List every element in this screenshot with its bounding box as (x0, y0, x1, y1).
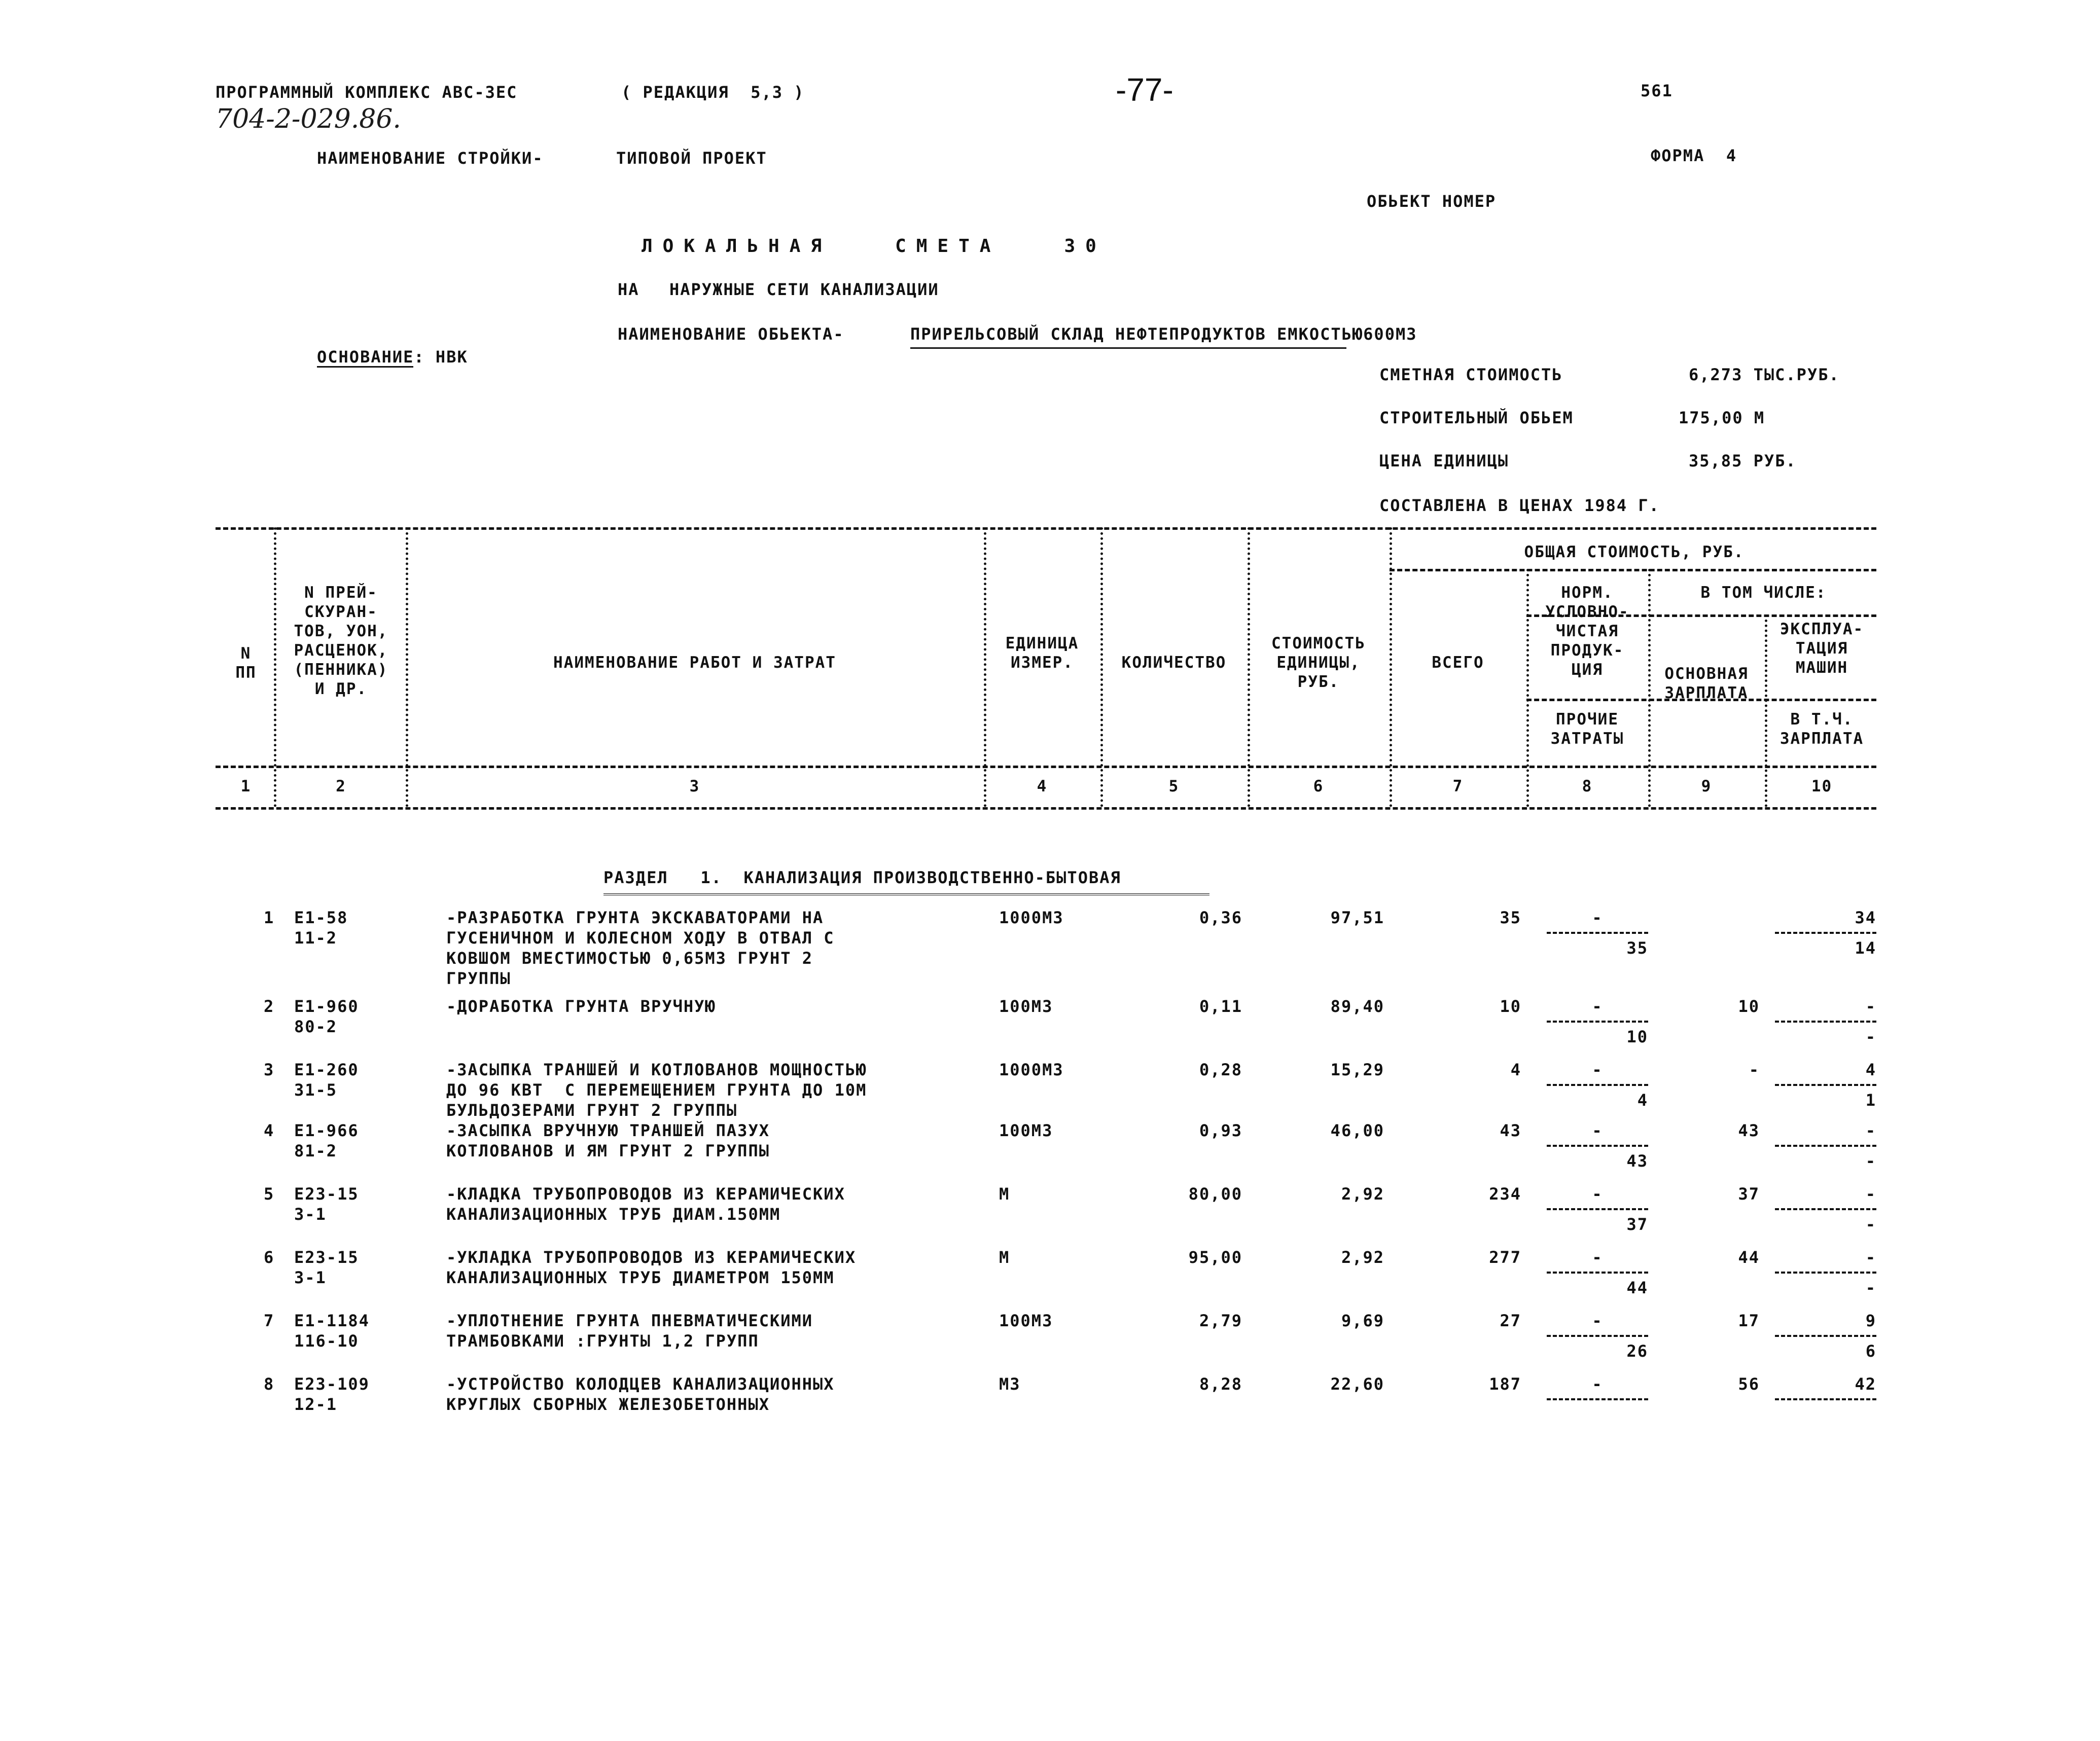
row-sum-line (1547, 1335, 1648, 1337)
program-name: ПРОГРАММНЫЙ КОМПЛЕКС АВС-ЗЕС (216, 83, 518, 102)
row-qty: 95,00 (1188, 1248, 1242, 1267)
row-sum-line (1547, 1021, 1648, 1023)
row-qty: 2,79 (1199, 1311, 1242, 1330)
prices-year-label: СОСТАВЛЕНА В ЦЕНАХ 1984 Г. (1379, 496, 1660, 515)
row-number: 7 (264, 1311, 275, 1330)
row-name: -ДОРАБОТКА ГРУНТА ВРУЧНУЮ (446, 997, 716, 1016)
row-c10: - (1865, 997, 1876, 1016)
row-name: -ЗАСЫПКА ВРУЧНУЮ ТРАНШЕЙ ПАЗУХ КОТЛОВАНОВ И ЯМ ГРУНТ 2 ГРУППЫ (446, 1121, 770, 1160)
col-num-9: 9 (1701, 777, 1712, 795)
row-c10: 9 (1865, 1311, 1876, 1330)
row-sum-line (1547, 1084, 1648, 1086)
row-unit: М (999, 1248, 1010, 1267)
row-c8b: 37 (1626, 1215, 1648, 1234)
row-c8b: 43 (1626, 1151, 1648, 1171)
row-c10b: - (1865, 1151, 1876, 1171)
row-price: 22,60 (1330, 1374, 1384, 1394)
vline-1 (274, 527, 276, 807)
row-total: 234 (1489, 1184, 1521, 1204)
object-number-label: ОБЬЕКТ НОМЕР (1367, 192, 1497, 211)
row-c8: - (1592, 1060, 1603, 1079)
section-title: РАЗДЕЛ 1. КАНАЛИЗАЦИЯ ПРОИЗВОДСТВЕННО-БЫТОВАЯ (603, 868, 1121, 887)
row-c9: 37 (1738, 1184, 1760, 1204)
construction-value: ТИПОВОЙ ПРОЕКТ (616, 149, 767, 168)
row-code: Е23-15 3-1 (294, 1184, 359, 1224)
row-total: 10 (1500, 997, 1521, 1016)
estimated-cost-value: 6,273 ТЫС.РУБ. (1689, 365, 1840, 384)
row-c10b: 6 (1865, 1341, 1876, 1361)
header-col-6: СТОИМОСТЬ ЕДИНИЦЫ, РУБ. (1271, 634, 1366, 691)
header-col-8b: ПРОЧИЕ ЗАТРАТЫ (1550, 710, 1624, 748)
row-total: 277 (1489, 1248, 1521, 1267)
row-c8b: 4 (1637, 1091, 1648, 1110)
row-unit: 100М3 (999, 1121, 1053, 1140)
row-total: 4 (1510, 1060, 1521, 1079)
table-top-rule (216, 527, 1876, 530)
row-c8: - (1592, 997, 1603, 1016)
header-col-5: КОЛИЧЕСТВО (1121, 654, 1227, 672)
row-c8: - (1592, 1248, 1603, 1267)
row-c9: - (1749, 1060, 1760, 1079)
row-total: 187 (1489, 1374, 1521, 1394)
table-mid-rule (216, 766, 1876, 768)
row-c8: - (1592, 1121, 1603, 1140)
row-c8: - (1592, 1184, 1603, 1204)
object-underline (910, 347, 1346, 349)
row-total: 27 (1500, 1311, 1521, 1330)
row-price: 97,51 (1330, 908, 1384, 927)
header-col-3: НАИМЕНОВАНИЕ РАБОТ И ЗАТРАТ (553, 654, 836, 672)
col-num-3: 3 (689, 777, 700, 795)
row-unit: 100М3 (999, 997, 1053, 1016)
row-c8b: 44 (1626, 1278, 1648, 1297)
row-number: 6 (264, 1248, 275, 1267)
row-name: -РАЗРАБОТКА ГРУНТА ЭКСКАВАТОРАМИ НА ГУСЕНИЧНОМ И КОЛЕСНОМ ХОДУ В ОТВАЛ С КОВШОМ ВМЕСТИМОСТЬЮ 0,65М3 ГРУНТ 2 ГРУППЫ (446, 908, 835, 988)
header-col-8: НОРМ. УСЛОВНО- ЧИСТАЯ ПРОДУК- ЦИЯ (1545, 584, 1629, 679)
col-num-1: 1 (240, 777, 252, 795)
row-name: -ЗАСЫПКА ТРАНШЕЙ И КОТЛОВАНОВ МОЩНОСТЬЮ ДО 96 КВТ С ПЕРЕМЕЩЕНИЕМ ГРУНТА ДО 10М БУЛЬДОЗЕРАМИ ГРУНТ 2 ГРУППЫ (446, 1060, 867, 1120)
col-num-5: 5 (1168, 777, 1180, 795)
col-num-6: 6 (1313, 777, 1324, 795)
row-name: -УКЛАДКА ТРУБОПРОВОДОВ ИЗ КЕРАМИЧЕСКИХ КАНАЛИЗАЦИОННЫХ ТРУБ ДИАМЕТРОМ 150ММ (446, 1248, 857, 1287)
row-unit: М3 (999, 1374, 1021, 1394)
row-c8b: 10 (1626, 1027, 1648, 1046)
row-sum-line (1547, 1398, 1648, 1400)
row-price: 15,29 (1330, 1060, 1384, 1079)
row-c10b: - (1865, 1027, 1876, 1046)
col-num-4: 4 (1037, 777, 1048, 795)
row-c10: 4 (1865, 1060, 1876, 1079)
row-price: 2,92 (1341, 1248, 1384, 1267)
table-num-rule (216, 807, 1876, 810)
row-c10b: 1 (1865, 1091, 1876, 1110)
section-underline (603, 893, 1209, 897)
row-c10b: 14 (1855, 938, 1876, 958)
row-sum-line (1547, 932, 1648, 934)
row-unit: 1000М3 (999, 908, 1064, 927)
row-number: 2 (264, 997, 275, 1016)
row-c9: 43 (1738, 1121, 1760, 1140)
col-num-7: 7 (1452, 777, 1464, 795)
row-name: -УСТРОЙСТВО КОЛОДЦЕВ КАНАЛИЗАЦИОННЫХ КРУГЛЫХ СБОРНЫХ ЖЕЛЕЗОБЕТОННЫХ (446, 1374, 835, 1414)
estimated-cost-label: СМЕТНАЯ СТОИМОСТЬ (1379, 365, 1563, 384)
basis: ОСНОВАНИЕ: НВК (317, 347, 468, 367)
col-num-8: 8 (1582, 777, 1593, 795)
header-col-4: ЕДИНИЦА ИЗМЕР. (1005, 634, 1079, 672)
sheet-code: 561 (1641, 81, 1673, 100)
row-unit: 100М3 (999, 1311, 1053, 1330)
row-c10: 42 (1855, 1374, 1876, 1394)
row-price: 89,40 (1330, 997, 1384, 1016)
handwritten-code: 704-2-029.86. (216, 104, 401, 134)
header-total-group: ОБЩАЯ СТОИМОСТЬ, РУБ. (1524, 543, 1745, 561)
row-c10b: - (1865, 1278, 1876, 1297)
row-c9: 17 (1738, 1311, 1760, 1330)
row-unit: М (999, 1184, 1010, 1204)
row-sum-line (1547, 1208, 1648, 1210)
row-c10b: - (1865, 1215, 1876, 1234)
row-c8: - (1592, 908, 1603, 927)
row-sum-line (1547, 1272, 1648, 1274)
construction-label: НАИМЕНОВАНИЕ СТРОЙКИ- (317, 149, 544, 168)
row-c10: - (1865, 1248, 1876, 1267)
row-unit: 1000М3 (999, 1060, 1064, 1079)
header-col-10b: В Т.Ч. ЗАРПЛАТА (1779, 710, 1864, 748)
row-code: Е23-15 3-1 (294, 1248, 359, 1287)
row-qty: 0,28 (1199, 1060, 1242, 1079)
row-c8: - (1592, 1311, 1603, 1330)
basis-underline (317, 366, 413, 368)
row-sum-line (1775, 932, 1876, 934)
row-c9: 44 (1738, 1248, 1760, 1267)
subject-prefix: НА (618, 280, 639, 299)
row-qty: 0,11 (1199, 997, 1242, 1016)
row-sum-line (1775, 1084, 1876, 1086)
volume-label: СТРОИТЕЛЬНЫЙ ОБЬЕМ (1379, 408, 1574, 427)
header-col-1: N ПП (235, 644, 257, 682)
row-c9: 10 (1738, 997, 1760, 1016)
row-sum-line (1775, 1145, 1876, 1147)
header-col-10: ЭКСПЛУА- ТАЦИЯ МАШИН (1779, 620, 1864, 677)
object-label: НАИМЕНОВАНИЕ ОБЬЕКТА- (618, 324, 844, 344)
header-col-7: ВСЕГО (1432, 654, 1484, 672)
vline-2 (406, 527, 408, 807)
row-qty: 0,93 (1199, 1121, 1242, 1140)
row-sum-line (1775, 1021, 1876, 1023)
row-sum-line (1775, 1272, 1876, 1274)
row-number: 1 (264, 908, 275, 927)
header-col-2: N ПРЕЙ- СКУРАН- ТОВ, УОН, РАСЦЕНОК, (ПЕННИКА) И ДР. (294, 584, 388, 698)
row-name: -УПЛОТНЕНИЕ ГРУНТА ПНЕВМАТИЧЕСКИМИ ТРАМБОВКАМИ :ГРУНТЫ 1,2 ГРУПП (446, 1311, 813, 1351)
row-price: 46,00 (1330, 1121, 1384, 1140)
row-code: Е1-58 11-2 (294, 908, 348, 948)
col-num-2: 2 (336, 777, 346, 795)
row-code: Е23-109 12-1 (294, 1374, 370, 1414)
row-number: 5 (264, 1184, 275, 1204)
volume-value: 175,00 М (1679, 408, 1765, 427)
row-sum-line (1547, 1145, 1648, 1147)
estimate-title: ЛОКАЛЬНАЯ СМЕТА 30 (642, 236, 1107, 257)
row-c9: 56 (1738, 1374, 1760, 1394)
row-sum-line (1775, 1398, 1876, 1400)
row-c10: 34 (1855, 908, 1876, 927)
row-c8b: 26 (1626, 1341, 1648, 1361)
row-qty: 0,36 (1199, 908, 1242, 927)
row-c8: - (1592, 1374, 1603, 1394)
edition: ( РЕДАКЦИЯ 5,3 ) (621, 83, 805, 102)
row-qty: 80,00 (1188, 1184, 1242, 1204)
page-number: -77- (1116, 71, 1173, 108)
row-code: Е1-1184 116-10 (294, 1311, 370, 1351)
row-price: 9,69 (1341, 1311, 1384, 1330)
row-number: 8 (264, 1374, 275, 1394)
header-incl: В ТОМ ЧИСЛЕ: (1700, 584, 1827, 602)
row-c8b: 35 (1626, 938, 1648, 958)
unit-price-label: ЦЕНА ЕДИНИЦЫ (1379, 451, 1509, 470)
row-number: 4 (264, 1121, 275, 1140)
row-sum-line (1775, 1208, 1876, 1210)
total-group-rule (1390, 569, 1876, 571)
row-sum-line (1775, 1335, 1876, 1337)
row-code: Е1-966 81-2 (294, 1121, 359, 1160)
header-col-9: ОСНОВНАЯ ЗАРПЛАТА (1664, 665, 1749, 702)
row-qty: 8,28 (1199, 1374, 1242, 1394)
row-code: Е1-960 80-2 (294, 997, 359, 1036)
row-total: 43 (1500, 1121, 1521, 1140)
col-num-10: 10 (1811, 777, 1833, 795)
row-name: -КЛАДКА ТРУБОПРОВОДОВ ИЗ КЕРАМИЧЕСКИХ КАНАЛИЗАЦИОННЫХ ТРУБ ДИАМ.150ММ (446, 1184, 845, 1224)
object-value: ПРИРЕЛЬСОВЫЙ СКЛАД НЕФТЕПРОДУКТОВ ЕМКОСТЬЮ600М3 (910, 324, 1417, 344)
row-total: 35 (1500, 908, 1521, 927)
row-code: Е1-260 31-5 (294, 1060, 359, 1100)
row-price: 2,92 (1341, 1184, 1384, 1204)
row-c10: - (1865, 1184, 1876, 1204)
row-c10: - (1865, 1121, 1876, 1140)
row-number: 3 (264, 1060, 275, 1079)
subject: НАРУЖНЫЕ СЕТИ КАНАЛИЗАЦИИ (669, 280, 939, 299)
form-label: ФОРМА 4 (1651, 146, 1737, 165)
unit-price-value: 35,85 РУБ. (1689, 451, 1797, 470)
